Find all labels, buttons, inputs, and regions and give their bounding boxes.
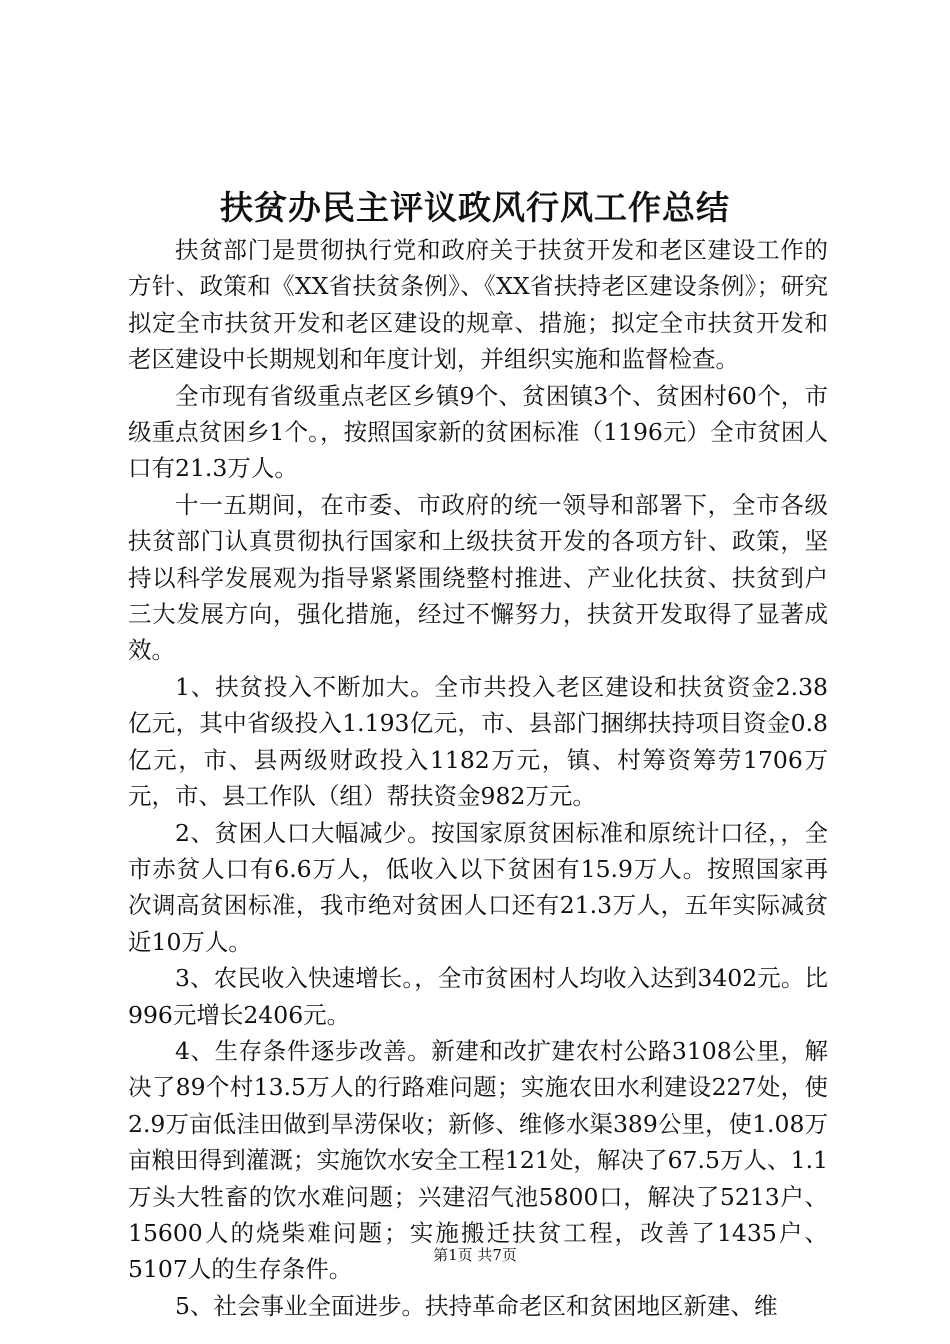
paragraph-income-growth: 3、农民收入快速增长。，全市贫困村人均收入达到3402元。比996元增长2406元。 xyxy=(128,964,828,1029)
document-title: 扶贫办民主评议政风行风工作总结 xyxy=(220,188,730,227)
paragraph-investment: 1、扶贫投入不断加大。全市共投入老区建设和扶贫资金2.38亿元，其中省级投入1.193亿元，市、县部门捆绑扶持项目资金0.8亿元，市、县两级财政投入1182万元，镇、村筹资筹劳1706万元，市、县工作队（组）帮扶资金982万元。 xyxy=(128,672,828,811)
document-body xyxy=(128,232,828,1324)
paragraph-living-conditions: 4、生存条件逐步改善。新建和改扩建农村公路3108公里，解决了89个村13.5万人的行路难问题；实施农田水利建设227处，使2.9万亩低洼田做到旱涝保收；新修、维修水渠389公里，使1.08万亩粮田得到灌溉；实施饮水安全工程121处，解决了67.5万人、1.1万头大牲畜的饮水难问题；兴建沼气池5800口，解决了5213户、15600人的烧柴难问题；实施搬迁扶贫工程，改善了1435户、5107人的生存条件。 xyxy=(128,1036,828,1284)
paragraph-poverty-areas: 全市现有省级重点老区乡镇9个、贫困镇3个、贫困村60个，市级重点贫困乡1个。，按照国家新的贫困标准（1196元）全市贫困人口有21.3万人。 xyxy=(128,381,828,483)
paragraph-poverty-reduction: 2、贫困人口大幅减少。按国家原贫困标准和原统计口径，，全市赤贫人口有6.6万人，低收入以下贫困有15.9万人。按照国家再次调高贫困标准，我市绝对贫困人口还有21.3万人，五年实际减贫近10万人。 xyxy=(128,818,828,956)
paragraph-intro: 扶贫部门是贯彻执行党和政府关于扶贫开发和老区建设工作的方针、政策和《XX省扶贫条例》、《XX省扶持老区建设条例》；研究拟定全市扶贫开发和老区建设的规章、措施；拟定全市扶贫开发和老区建设中长期规划和年度计划，并组织实施和监督检查。 xyxy=(128,236,828,374)
page-number-footer: 第1页 共7页 xyxy=(433,1246,517,1264)
paragraph-eleventh-five-year: 十一五期间，在市委、市政府的统一领导和部署下，全市各级扶贫部门认真贯彻执行国家和上级扶贫开发的各项方针、政策，坚持以科学发展观为指导紧紧围绕整村推进、产业化扶贫、扶贫到户三大发展方向，强化措施，经过不懈努力，扶贫开发取得了显著成效。 xyxy=(128,490,828,665)
paragraph-social-progress: 5、社会事业全面进步。扶持革命老区和贫困地区新建、维 xyxy=(175,1291,778,1320)
